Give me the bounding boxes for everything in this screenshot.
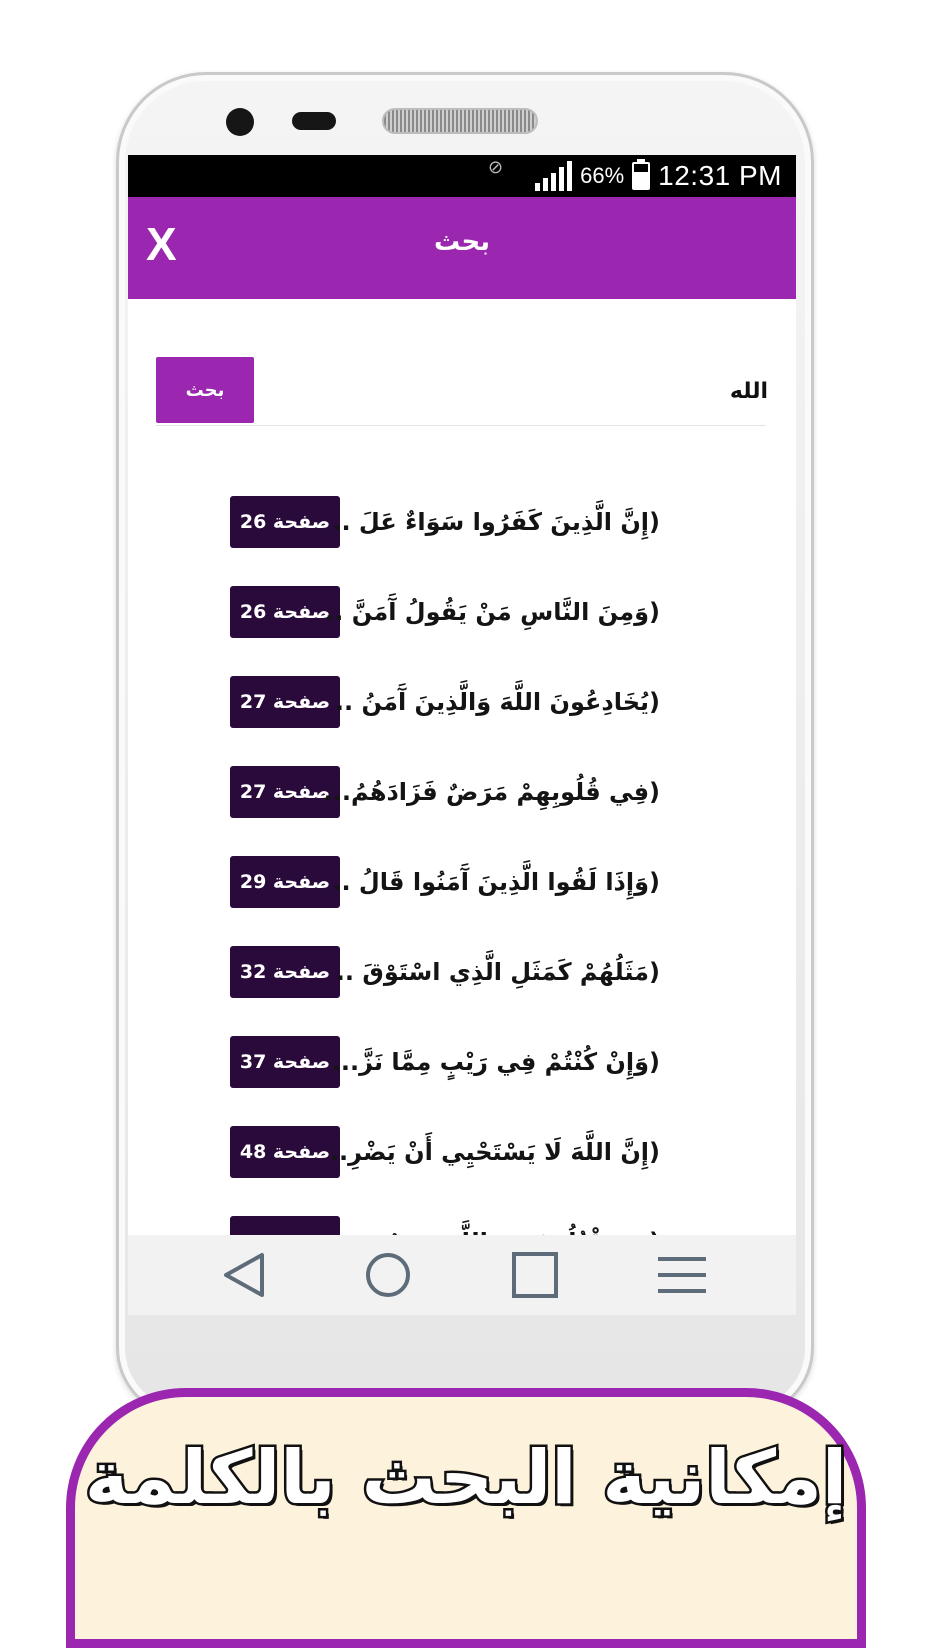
verse-text: (إِنَّ الَّذِينَ كَفَرُوا سَوَاءٌ عَلَ .. <box>332 508 660 536</box>
promo-banner <box>66 1388 866 1648</box>
page-badge: صفحة 32 <box>230 946 340 998</box>
search-input[interactable] <box>266 361 770 421</box>
page-title: بحث <box>433 227 491 257</box>
verse-text: (مَثَلُهُمْ كَمَثَلِ الَّذِي اسْتَوْقَ .. <box>335 958 660 986</box>
clock: 12:31 PM <box>658 160 782 191</box>
verse-text: (إِنَّ اللَّهَ لَا يَسْتَحْيِي أَنْ يَضْرِ.. <box>329 1138 660 1166</box>
page-badge: صفحة 26 <box>230 586 340 638</box>
banner-caption: إمكانية البحث بالكلمة <box>84 1435 848 1521</box>
page-badge: صفحة 26 <box>230 496 340 548</box>
battery-percent: 66% <box>580 163 625 188</box>
page-badge: صفحة 27 <box>230 676 340 728</box>
home-icon <box>358 1251 418 1299</box>
page-badge: صفحة 37 <box>230 1036 340 1088</box>
recents-button[interactable] <box>504 1251 564 1299</box>
result-item[interactable] <box>230 945 662 999</box>
proximity-sensor-icon <box>292 112 336 130</box>
page-badge: صفحة 29 <box>230 856 340 908</box>
result-item[interactable] <box>230 495 662 549</box>
back-icon <box>216 1251 276 1299</box>
recents-icon <box>504 1251 564 1299</box>
back-button[interactable] <box>216 1251 276 1299</box>
verse-text: (فِي قُلُوبِهِمْ مَرَضٌ فَزَادَهُمُ... <box>323 778 660 806</box>
phone-screen <box>128 155 796 1315</box>
search-button[interactable]: بحث <box>156 357 254 423</box>
result-item[interactable] <box>230 585 662 639</box>
verse-text: (يُخَادِعُونَ اللَّهَ وَالَّذِينَ آَمَنُ .. <box>334 688 660 716</box>
result-item[interactable] <box>230 675 662 729</box>
verse-text: (وَمِنَ النَّاسِ مَنْ يَقُولُ آَمَنَّ .. <box>325 598 660 626</box>
signal-icon <box>535 161 572 191</box>
app-bar <box>128 197 796 299</box>
menu-icon <box>652 1251 712 1299</box>
status-bar <box>128 155 796 197</box>
result-item[interactable] <box>230 1035 662 1089</box>
result-item[interactable] <box>230 855 662 909</box>
verse-text: (وَإِنْ كُنْتُمْ فِي رَيْبٍ مِمَّا نَزَّ... <box>331 1048 660 1076</box>
result-item[interactable] <box>230 765 662 819</box>
close-button[interactable]: X <box>146 218 177 270</box>
page-badge: صفحة 48 <box>230 1126 340 1178</box>
no-sim-icon: ⊘ <box>488 157 504 178</box>
battery-charging-icon <box>632 162 650 190</box>
front-camera-icon <box>226 108 254 136</box>
status-right <box>535 155 782 197</box>
page-badge: صفحة 27 <box>230 766 340 818</box>
menu-button[interactable] <box>652 1251 712 1299</box>
earpiece-speaker-icon <box>382 108 538 134</box>
home-button[interactable] <box>358 1251 418 1299</box>
results-list <box>128 495 796 1235</box>
verse-text: (وَإِذَا لَقُوا الَّذِينَ آَمَنُوا قَالُ .. <box>332 868 660 896</box>
search-row <box>156 357 766 426</box>
android-nav-bar <box>128 1235 796 1315</box>
result-item[interactable] <box>230 1125 662 1179</box>
